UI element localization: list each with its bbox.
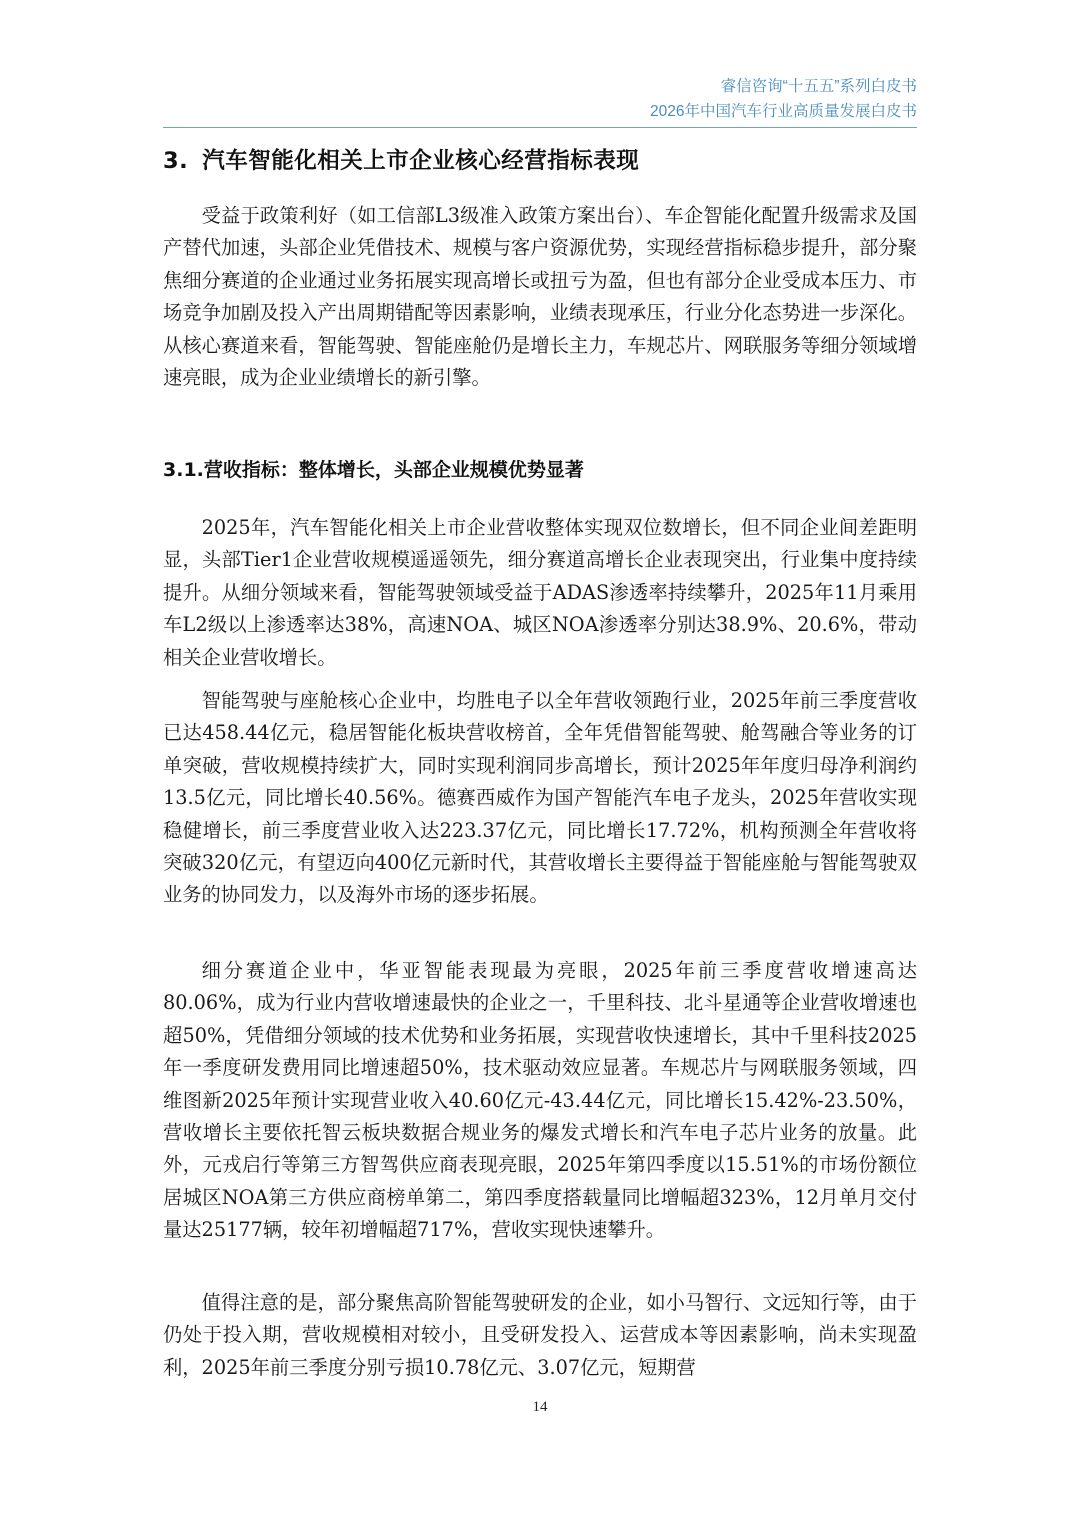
page-number: 14 [532, 1399, 548, 1415]
body-paragraph-1: 2025年，汽车智能化相关上市企业营收整体实现双位数增长，但不同企业间差距明显，头部Tier1企业营收规模遥遥领先，细分赛道高增长企业表现突出，行业集中度持续提升。从细分领域来看，智能驾驶领域受益于ADAS渗透率持续攀升，2025年11月乘用车L2级以上渗透率达38%，高速NOA、城区NOA渗透率分别达38.9%、20.6%，带动相关企业营收增长。 [163, 516, 917, 669]
header-divider [163, 127, 917, 128]
subsection-heading: 3.1.营收指标：整体增长，头部企业规模优势显著 [163, 459, 584, 481]
section-heading [163, 143, 639, 179]
body-paragraph-3: 细分赛道企业中，华亚智能表现最为亮眼，2025年前三季度营收增速高达80.06%，成为行业内营收增速最快的企业之一，千里科技、北斗星通等企业营收增速也超50%，凭借细分领域的技术优势和业务拓展，实现营收快速增长，其中千里科技2025年一季度研发费用同比增速超50%，技术驱动效应显著。车规芯片与网联服务领域，四维图新2025年预计实现营业收入40.60亿元-43.44亿元，同比增长15.42%-23.50%，营收增长主要依托智云板块数据合规业务的爆发式增长和汽车电子芯片业务的放量。此外，元戎启行等第三方智驾供应商表现亮眼，2025年第四季度以15.51%的市场份额位居城区NOA第三方供应商榜单第二，第四季度搭载量同比增幅超323%，12月单月交付量达25177辆，较年初增幅超717%，营收实现快速攀升。 [163, 959, 917, 1242]
body-paragraph-4: 值得注意的是，部分聚焦高阶智能驾驶研发的企业，如小马智行、文远知行等，由于仍处于投入期，营收规模相对较小，且受研发投入、运营成本等因素影响，尚未实现盈利，2025年前三季度分别亏损10.78亿元、3.07亿元，短期营 [163, 1291, 917, 1379]
running-header [163, 74, 917, 124]
header-series-title: 睿信咨询“十五五”系列白皮书 [720, 78, 917, 95]
header-report-title: 2026年中国汽车行业高质量发展白皮书 [650, 103, 917, 120]
section-intro-paragraph: 受益于政策利好（如工信部L3级准入政策方案出台）、车企智能化配置升级需求及国产替代加速，头部企业凭借技术、规模与客户资源优势，实现经营指标稳步提升，部分聚焦细分赛道的企业通过业务拓展实现高增长或扭亏为盈，但也有部分企业受成本压力、市场竞争加剧及投入产出周期错配等因素影响，业绩表现承压，行业分化态势进一步深化。从核心赛道来看，智能驾驶、智能座舱仍是增长主力，车规芯片、网联服务等细分领域增速亮眼，成为企业业绩增长的新引擎。 [163, 204, 917, 390]
section-number: 3. [163, 148, 189, 174]
body-paragraph-2: 智能驾驶与座舱核心企业中，均胜电子以全年营收领跑行业，2025年前三季度营收已达458.44亿元，稳居智能化板块营收榜首，全年凭借智能驾驶、舱驾融合等业务的订单突破，营收规模持续扩大，同时实现利润同步高增长，预计2025年年度归母净利润约13.5亿元，同比增长40.56%。德赛西威作为国产智能汽车电子龙头，2025年营收实现稳健增长，前三季度营业收入达223.37亿元，同比增长17.72%，机构预测全年营收将突破320亿元，有望迈向400亿元新时代，其营收增长主要得益于智能座舱与智能驾驶双业务的协同发力，以及海外市场的逐步拓展。 [163, 689, 917, 907]
section-title-text: 汽车智能化相关上市企业核心经营指标表现 [202, 148, 640, 174]
